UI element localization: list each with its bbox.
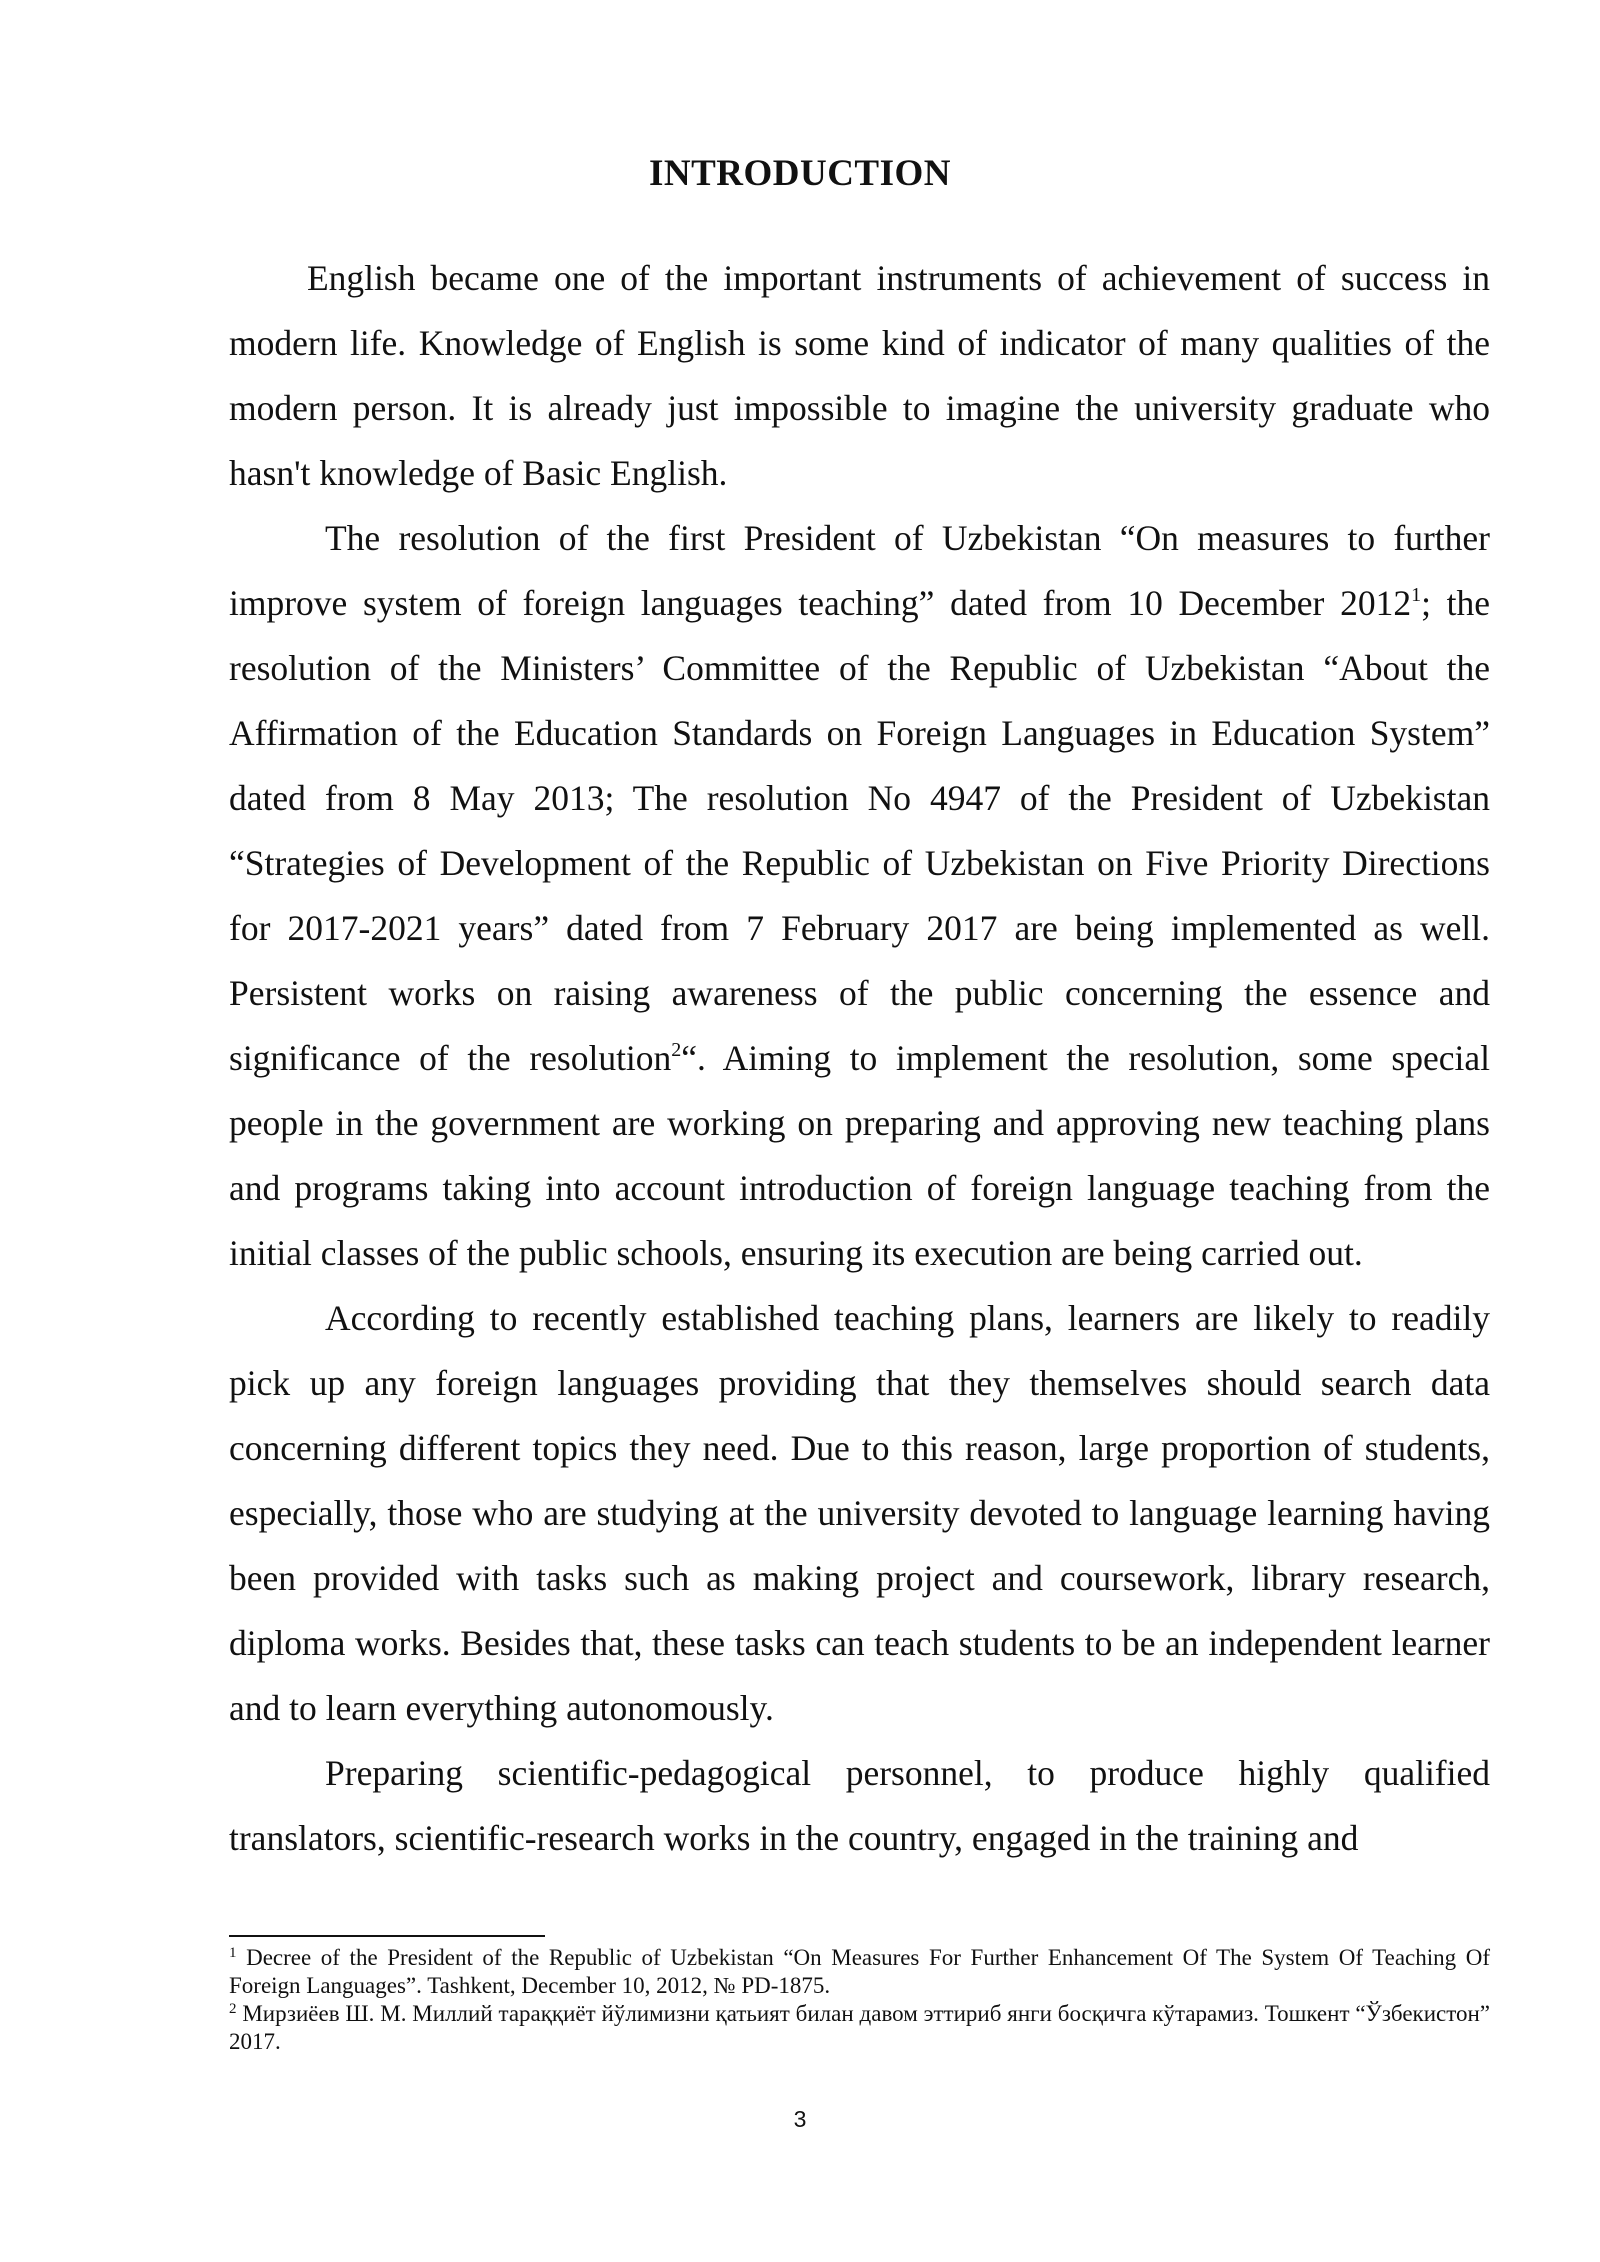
footnote-separator [229,1935,545,1937]
footnote-2-text: Мирзиёев Ш. М. Миллий тараққиёт йўлимизни қатьият билан давом эттириб янги босқичга кўтарамиз. Тошкент “Ўзбекистон” 2017. [229,2001,1490,2054]
paragraph-2-text-b: ; the resolution of the Ministers’ Committee of the Republic of Uzbekistan “About the Affirmation of the Education Standards on Foreign Languages in Education System” dated from 8 May 2013; The resolution No 4947 of the President of Uzbekistan “Strategies of Development of the Republic of Uzbekistan on Five Priority Directions for 2017-2021 years” dated from 7 February 2017 are being implemented as well. Persistent works on raising awareness of the public concerning the essence and significance of the resolution [229,583,1490,1078]
paragraph-4: Preparing scientific-pedagogical personnel, to produce highly qualified translators, scientific-research works in the country, engaged in the training and [229,1753,1490,1858]
paragraph-2 [229,506,1490,1286]
paragraph-2-text-a: The resolution of the first President of Uzbekistan “On measures to further improve system of foreign languages teaching” dated from 10 December 2012 [229,518,1490,623]
page-title: INTRODUCTION [648,153,952,194]
footnote-1-text: Decree of the President of the Republic of Uzbekistan “On Measures For Further Enhancement Of The System Of Teaching Of Foreign Languages”. Tashkent, December 10, 2012, № PD-1875. [229,1945,1490,1998]
footnote-ref-1[interactable]: 1 [1411,584,1422,606]
paragraph-2-text-c: “. Aiming to implement the resolution, some special people in the government are working on preparing and approving new teaching plans and programs taking into account introduction of foreign language teaching from the initial classes of the public schools, ensuring its execution are being carried out. [229,1038,1490,1273]
footnote-2 [229,2000,1490,2056]
footnotes [229,1944,1490,2056]
paragraph-1: English became one of the important instruments of achievement of success in modern life. Knowledge of English is some kind of indicator of many qualities of the modern person. It is already just impossible to imagine the university graduate who hasn't knowledge of Basic English. [229,258,1490,493]
body-text [229,246,1490,1871]
footnote-2-mark: 2 [229,2001,237,2017]
page-number: 3 [793,2106,807,2132]
footnote-ref-2[interactable]: 2 [671,1039,682,1061]
footnote-1 [229,1944,1490,2000]
paragraph-3: According to recently established teaching plans, learners are likely to readily pick up any foreign languages providing that they themselves should search data concerning different topics they need. Due to this reason, large proportion of students, especially, those who are studying at the university devoted to language learning having been provided with tasks such as making project and coursework, library research, diploma works. Besides that, these tasks can teach students to be an independent learner and to learn everything autonomously. [229,1298,1490,1728]
footnote-1-mark: 1 [229,1945,237,1961]
